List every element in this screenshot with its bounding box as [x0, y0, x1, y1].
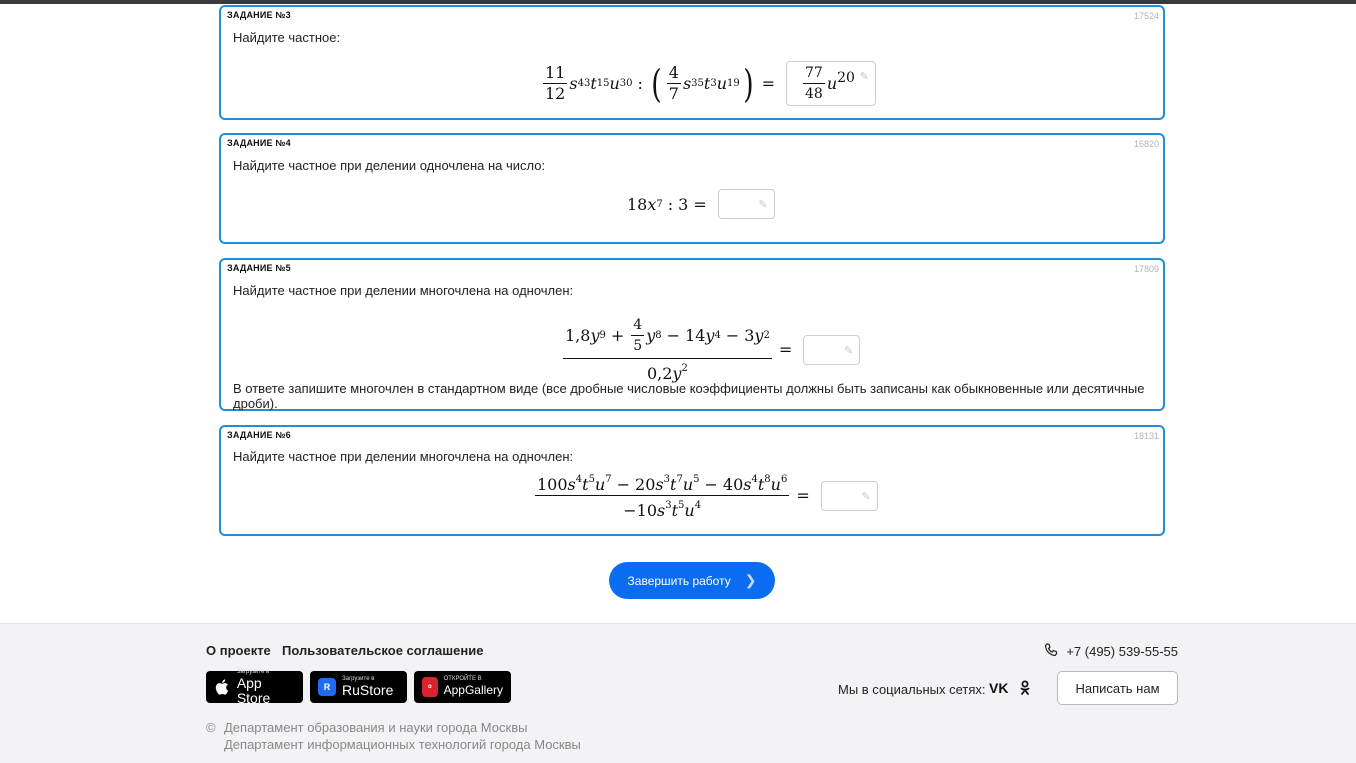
answer-value: $\frac{77}{48}$ u 20: [804, 65, 855, 102]
task-id: 18131: [1133, 431, 1159, 441]
appgallery-button[interactable]: [414, 671, 511, 703]
task-id: 17809: [1133, 264, 1159, 274]
footer-link-user-agreement[interactable]: Пользовательское соглашение: [282, 643, 484, 658]
task-expression: 1,8 y 9 + $\frac{4}{5}$ y 8 − 14 y 4 − 3 y 2 $0,2y^2$ = ✎: [561, 316, 860, 383]
pencil-icon[interactable]: ✎: [861, 489, 871, 503]
footer: [0, 623, 1356, 763]
pencil-icon[interactable]: ✎: [758, 198, 768, 211]
task-prompt: Найдите частное при делении одночлена на число:: [233, 158, 546, 173]
write-us-button[interactable]: Написать нам: [1057, 671, 1178, 705]
task-card-4: [219, 133, 1165, 244]
phone-number: +7 (495) 539-55-55: [1066, 644, 1178, 659]
store-small-text: ОТКРОЙТЕ В: [443, 676, 482, 682]
answer-input[interactable]: [821, 481, 878, 511]
task-expression: $\frac{11}{12}$ s 43 t 15 u 30 : ( $\frac{4}{7}$ s 35 t 3 u 19 ) = $\frac{77}{48}$ u 20 ✎: [541, 61, 876, 106]
top-bar: [0, 0, 1356, 4]
store-small-text: Загрузите в: [342, 676, 375, 682]
social-label: Мы в социальных сетях:: [838, 682, 986, 697]
copyright: [206, 719, 581, 753]
task-expression: 18 x 7 : 3 = ✎: [627, 189, 775, 219]
pencil-icon[interactable]: ✎: [844, 343, 854, 357]
task-label: ЗАДАНИЕ №4: [227, 138, 291, 148]
task-id: 17524: [1133, 11, 1159, 21]
vk-icon[interactable]: VK: [989, 680, 1009, 696]
finish-work-label: Завершить работу: [627, 573, 731, 588]
task-label: ЗАДАНИЕ №3: [227, 10, 291, 20]
task-prompt: Найдите частное:: [233, 30, 341, 45]
task-id: 16820: [1133, 139, 1159, 149]
rustore-button[interactable]: [310, 671, 407, 703]
answer-input[interactable]: [718, 189, 775, 219]
huawei-icon: ✿: [422, 677, 438, 697]
answer-input[interactable]: [803, 335, 860, 365]
phone-link[interactable]: [1044, 643, 1178, 660]
answer-input[interactable]: [786, 61, 876, 106]
rustore-icon: R: [318, 678, 336, 696]
store-name: AppGallery: [443, 683, 503, 697]
odnoklassniki-icon[interactable]: [1020, 680, 1030, 699]
apple-icon: [214, 679, 231, 695]
task-card-6: [219, 425, 1165, 536]
store-name: App Store: [236, 674, 271, 706]
task-prompt: Найдите частное при делении многочлена на одночлен:: [233, 449, 574, 464]
phone-icon: [1044, 643, 1058, 660]
task-card-5: [219, 258, 1165, 411]
copyright-line: Департамент образования и науки города Москвы: [224, 720, 528, 735]
finish-work-button[interactable]: [609, 562, 775, 599]
store-small-text: Загрузите в: [236, 668, 270, 675]
task-note: В ответе запишите многочлен в стандартном виде (все дробные числовые коэффициенты должны быть записаны как обыкновенные или десятичные дроби).: [233, 381, 1145, 411]
chevron-right-icon: ❯: [744, 572, 757, 588]
store-name: RuStore: [342, 682, 394, 698]
pencil-icon[interactable]: ✎: [859, 70, 869, 83]
task-expression: $\frac{100s^4t^5u^7 - 20s^3t^7u^5 - 40s^4t^8u^6}{-10s^3t^5u^4}$ = ✎: [533, 471, 878, 520]
footer-link-about[interactable]: О проекте: [206, 643, 271, 658]
copyright-line: Департамент информационных технологий города Москвы: [224, 737, 581, 752]
task-prompt: Найдите частное при делении многочлена на одночлен:: [233, 283, 574, 298]
task-label: ЗАДАНИЕ №6: [227, 430, 291, 440]
task-card-3: [219, 5, 1165, 120]
app-store-button[interactable]: [206, 668, 303, 706]
task-label: ЗАДАНИЕ №5: [227, 263, 291, 273]
copyright-icon: ©: [206, 720, 216, 735]
